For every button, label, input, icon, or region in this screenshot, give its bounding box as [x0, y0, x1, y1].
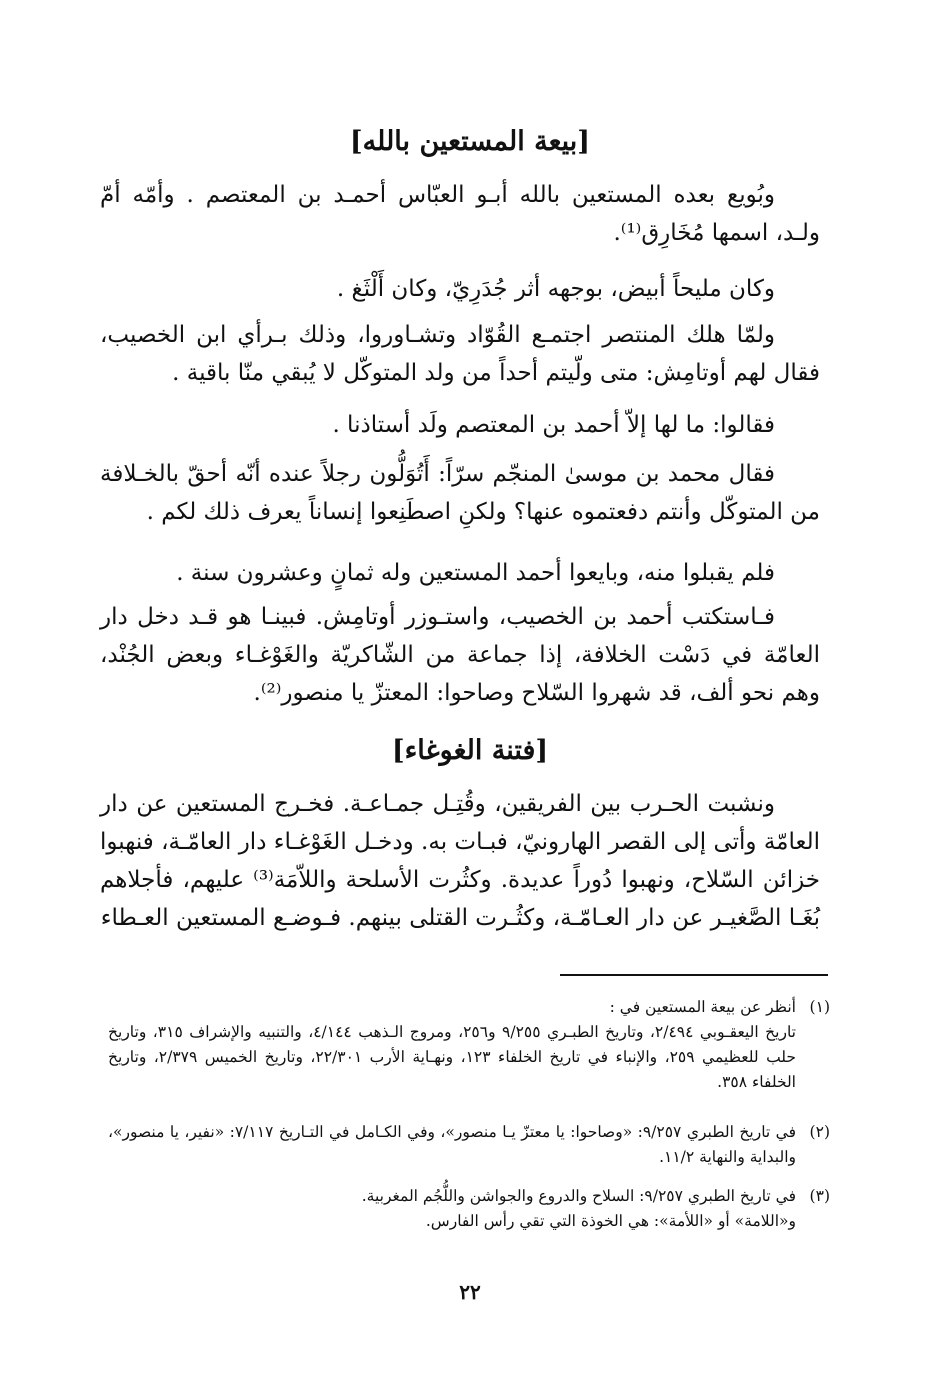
footnote-separator: [560, 974, 828, 976]
footnote-body: [108, 1184, 796, 1234]
paragraph-6: فلم يقبلوا منه، وبايعوا أحمد المستعين وله ثمانٍ وعشرون سنة .: [176, 560, 775, 586]
footnote-body: [108, 995, 796, 1095]
footnote-line: تاريخ اليعقـوبي ٢/٤٩٤، وتاريخ الطبـري ٩/٢٥٥ و٢٥٦، ومروج الـذهب ٤/١٤٤، والتنبيه والإشراف ٣١٥، وتاريخ حلب للعظيمي ٢٥٩، والإنباء في تاريخ الخلفاء ١٢٣، ونهـاية الأرب ٢٢/٣٠١، وتاريخ الخميس ٢/٣٧٩، وتاريخ الخلفاء ٣٥٨.: [108, 1023, 797, 1091]
footnote-body: [108, 1120, 796, 1170]
paragraph-1: وبُويع بعده المستعين بالله أبـو العبّاس أحمـد بن المعتصم . وأمّه أمّ ولـد، اسمها مُخَارِق⁽¹⁾.: [100, 182, 820, 246]
section-heading-bayat-al-mustain: [بيعة المستعين بالله]: [349, 126, 591, 157]
footnote-line: في تاريخ الطبري ٩/٢٥٧: «وصاحوا: يا معتزّ يـا منصور»، وفي الكـامل في التـاريخ ٧/١١٧: «نفير، يا منصور»، والبداية والنهاية ١١/٢.: [108, 1123, 796, 1166]
footnote-line: أنظر عن بيعة المستعين في :: [609, 998, 796, 1016]
paragraph-5: فقال محمد بن موسىٰ المنجّم سرّاً: أَتُوَلُّون رجلاً عنده أنّه أحقّ بالخـلافة من المتوكّل وأنتم دفعتموه عنها؟ ولكنِ اصطَنِعوا إنساناً يعرف ذلك لكم .: [100, 461, 820, 525]
paragraph-4: فقالوا: ما لها إلاّ أحمد بن المعتصم ولَد أستاذنا .: [332, 412, 775, 438]
footnote-3: [108, 1184, 830, 1234]
footnote-number: (٣): [809, 1187, 830, 1205]
paragraph-7: فـاستكتب أحمد بن الخصيب، واستـوزر أوتامِش. فبينـا هو قـد دخل دار العامّة في دَسْت الخلافة، إذا جماعة من الشّاكريّة والغَوْغـاء وبعض الجُنْد، وهم نحو ألف، قد شهروا السّلاح وصاحوا: المعتزّ يا منصور⁽²⁾.: [100, 604, 820, 706]
paragraph-2: وكان مليحاً أبيض، بوجهه أثر جُدَرِيّ، وكان أَلْثَغ .: [336, 276, 775, 302]
page-number: ٢٢: [459, 1280, 481, 1304]
footnote-1: [108, 995, 830, 1095]
footnote-line: في تاريخ الطبري ٩/٢٥٧: السلاح والدروع والجواشن واللُّجُم المغربية.: [361, 1187, 796, 1205]
paragraph-8: ونشبت الحـرب بين الفريقين، وقُتِـل جمـاعـة. فخـرج المستعين عن دار العامّة وأتى إلى القصر الهارونيّ، فبـات به. ودخـل الغَوْغـاء دار العامّـة، فنهبوا خزائن السّلاح، ونهبوا دُوراً عديدة. وكثُرت الأسلحة واللاّمَة⁽³⁾ عليهم، فأجلاهم بُغَـا الصَّغيـر عن دار العـامّـة، وكثُـرت القتلى بينهم. فـوضـع المستعين العـطاء: [100, 791, 820, 931]
footnote-number: (٢): [809, 1123, 830, 1141]
section-heading-fitnat-al-ghawgha: [فتنة الغوغاء]: [391, 735, 549, 766]
footnote-line: و«اللامة» أو «اللأمة»: هي الخوذة التي تقي رأس الفارس.: [425, 1212, 796, 1230]
paragraph-3: ولمّا هلك المنتصر اجتمـع القُوّاد وتشـاوروا، وذلك بـرأي ابن الخصيب، فقال لهم أوتامِش: متى ولّيتم أحداً من ولد المتوكّل لا يُبقي منّا باقية .: [100, 322, 820, 386]
footnote-number: (١): [809, 998, 830, 1016]
footnote-2: [108, 1120, 830, 1170]
